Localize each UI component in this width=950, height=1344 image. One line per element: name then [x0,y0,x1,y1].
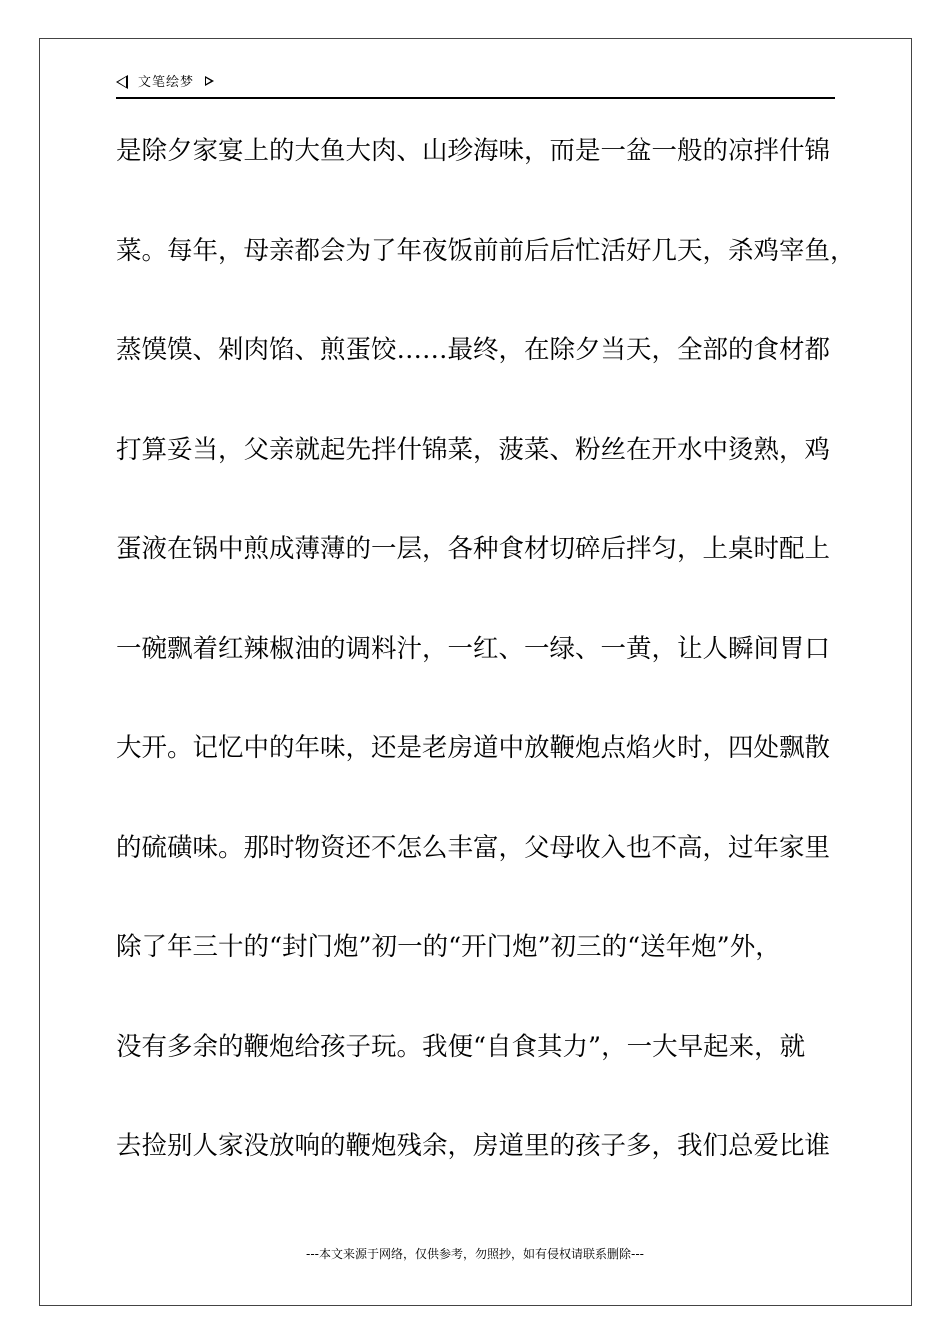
text-line: 去捡别人家没放响的鞭炮残余，房道里的孩子多，我们总爱比谁 [116,1131,831,1161]
triangle-right-icon [205,76,214,86]
text-line: 除了年三十的“封门炮”初一的“开门炮”初三的“送年炮”外， [116,932,781,962]
body-text [116,127,856,1222]
triangle-left-icon [116,75,128,89]
text-line: 蛋液在锅中煎成薄薄的一层，各种食材切碎后拌匀，上桌时配上 [116,534,831,564]
text-line: 菜。每年，母亲都会为了年夜饭前前后后忙活好几天，杀鸡宰鱼， [116,235,856,266]
footer-disclaimer: ---本文来源于网络，仅供参考，勿照抄，如有侵权请联系删除--- [306,1247,644,1261]
text-line: 没有多余的鞭炮给孩子玩。我便“自食其力”，一大早起来，就 [116,1031,806,1062]
text-line: 大开。记忆中的年味，还是老房道中放鞭炮点焰火时，四处飘散 [116,733,831,763]
text-line: 打算妥当，父亲就起先拌什锦菜，菠菜、粉丝在开水中烫熟，鸡 [116,434,831,465]
text-line: 的硫磺味。那时物资还不怎么丰富，父母收入也不高，过年家里 [116,832,831,863]
text-line: 是除夕家宴上的大鱼大肉、山珍海味，而是一盆一般的凉拌什锦 [116,136,831,166]
text-line: 一碗飘着红辣椒油的调料汁，一红、一绿、一黄，让人瞬间胃口 [116,633,831,664]
header-title: 文笔绘梦 [138,75,195,90]
page-header [116,72,835,99]
text-line: 蒸馍馍、剁肉馅、煎蛋饺……最终，在除夕当天，全部的食材都 [116,335,831,365]
